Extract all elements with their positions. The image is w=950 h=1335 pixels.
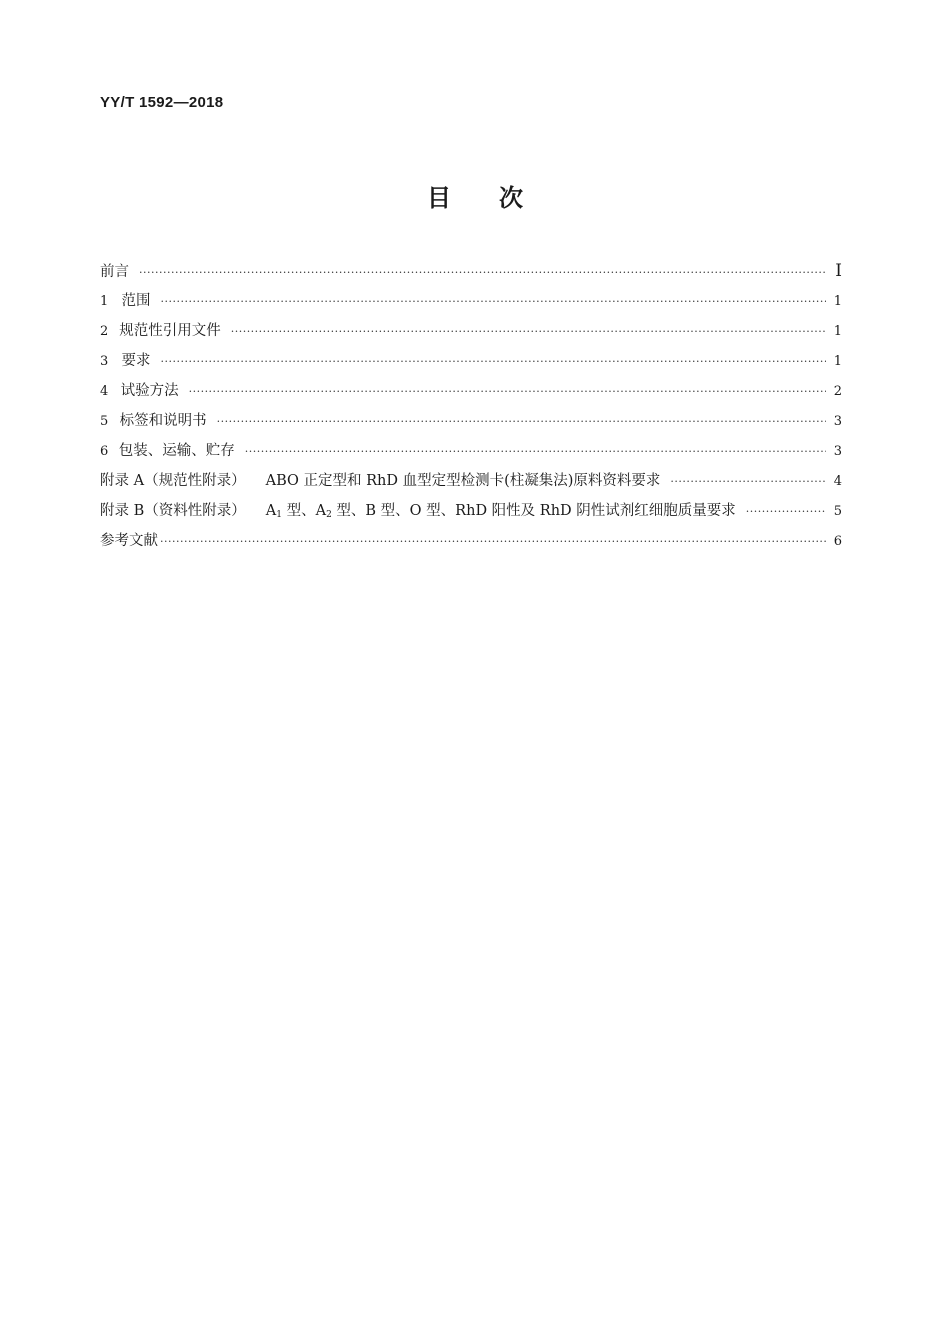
toc-leader-dots: [189, 377, 826, 407]
toc-entry-page: 1: [833, 354, 842, 369]
toc-entry-page: 3: [833, 414, 842, 429]
toc-entry-bibliography[interactable]: [100, 526, 842, 556]
toc-leader-dots: [670, 467, 825, 497]
toc-entry-annex-a[interactable]: [100, 466, 842, 496]
toc-leader-dots: [160, 347, 825, 377]
toc-entry-title: $A_1$ 型、$A_2$ 型、B 型、O 型、RhD 阳性及 RhD 阴性试剂红细胞质量要求: [265, 503, 736, 520]
toc-entry-page: 4: [833, 474, 842, 489]
toc-entry-page: Ⅰ: [835, 261, 842, 281]
toc-entry-page: 2: [833, 384, 842, 399]
toc-entry-title: 前言: [100, 264, 129, 280]
toc-entry-page: 6: [833, 534, 842, 549]
toc-leader-dots: [160, 527, 826, 557]
toc-entry-requirements[interactable]: [100, 346, 842, 376]
toc-list: [100, 256, 842, 556]
toc-entry-labels[interactable]: [100, 406, 842, 436]
toc-entry-annex-b[interactable]: [100, 496, 842, 526]
toc-entry-scope[interactable]: [100, 286, 842, 316]
toc-entry-title: 规范性引用文件: [119, 323, 221, 339]
toc-entry-number: 2: [100, 324, 109, 339]
toc-entry-page: 1: [833, 324, 842, 339]
toc-entry-title: 包装、运输、贮存: [118, 443, 235, 459]
toc-entry-number: 5: [100, 414, 109, 429]
toc-entry-foreword[interactable]: [100, 256, 842, 286]
toc-entry-title: 要求: [121, 353, 151, 369]
toc-leader-dots: [217, 407, 826, 437]
toc-entry-title: 标签和说明书: [119, 413, 207, 429]
toc-entry-number: 3: [100, 354, 109, 369]
toc-entry-title: 范围: [121, 293, 151, 309]
toc-leader-dots: [160, 287, 825, 317]
toc-entry-title: 参考文献: [100, 533, 158, 549]
toc-leader-dots: [231, 317, 826, 347]
toc-entry-number: 6: [100, 444, 109, 459]
toc-entry-packaging[interactable]: [100, 436, 842, 466]
toc-entry-number: 1: [100, 294, 109, 309]
standard-number: YY/T 1592—2018: [100, 94, 224, 111]
toc-annex-prefix: 附录 B（资料性附录）: [100, 503, 246, 519]
toc-entry-page: 3: [833, 444, 842, 459]
toc-leader-dots: [245, 437, 826, 467]
toc-entry-page: 5: [833, 504, 842, 519]
toc-annex-prefix: 附录 A（规范性附录）: [100, 473, 246, 489]
toc-entry-title: 试验方法: [120, 383, 179, 399]
toc-entry-page: 1: [833, 294, 842, 309]
toc-title: 目次: [427, 184, 571, 212]
toc-leader-dots: [746, 497, 826, 527]
toc-entry-normative-references[interactable]: [100, 316, 842, 346]
toc-entry-title: ABO 正定型和 RhD 血型定型检测卡(柱凝集法)原料资料要求: [265, 473, 661, 489]
toc-entry-test-methods[interactable]: [100, 376, 842, 406]
toc-leader-dots: [139, 258, 826, 288]
toc-entry-number: 4: [100, 384, 109, 399]
